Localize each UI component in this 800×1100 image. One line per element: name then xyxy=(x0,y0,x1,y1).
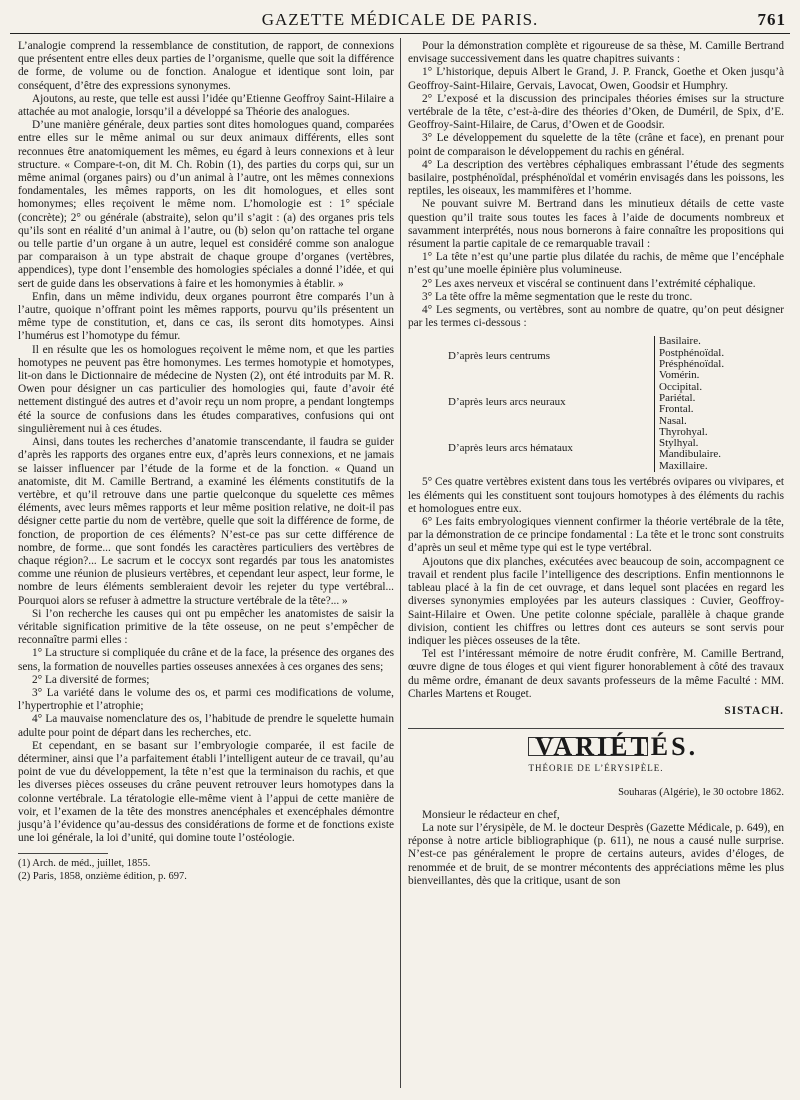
vertebra-name: Vomérin. xyxy=(659,369,700,382)
paragraph: Si l’on recherche les causes qui ont pu empêcher les anatomistes de saisir la véritable signification primitive de la tête osseuse, on ne peut s’empêcher de reconnaître parmi elles : xyxy=(18,607,394,647)
table-group-label: D’après leurs arcs hémataux xyxy=(448,442,573,455)
list-item: 1° La tête n’est qu’une partie plus dilatée du rachis, de même que l’encéphale n’est qu’une moelle épinière plus volumineuse. xyxy=(408,251,784,277)
dateline: Souharas (Algérie), le 30 octobre 1862. xyxy=(618,786,784,798)
journal-title: GAZETTE MÉDICALE DE PARIS. xyxy=(261,10,539,29)
vertebra-name: Postphénoïdal. xyxy=(659,346,725,359)
paragraph: La note sur l’érysipèle, de M. le docteur Desprès (Gazette Médicale, p. 649), en réponse à notre article bibliographique (p. 611), ne nous a causé nulle surprise. N’est-ce pas généralement le propre de certains auteurs, avides d’éloges, de renommée et de bruit, de se montrer mécontents des appréciations même les plus bienveillantes, dès que la critique, usant de son xyxy=(408,821,784,887)
vertebra-name: Présphénoïdal. xyxy=(659,358,725,371)
list-item: 1° L’historique, depuis Albert le Grand, J. P. Franck, Goethe et Oken jusqu’à Geoffroy-Saint-Hilaire, Gervais, Lavocat, Owen, Goodsir et Humphry. xyxy=(408,66,784,92)
vertebra-name: Maxillaire. xyxy=(659,459,708,472)
vertebra-name: Nasal. xyxy=(659,414,687,427)
list-item: 3° La tête offre la même segmentation que le reste du tronc. xyxy=(422,290,693,303)
list-item: 4° La description des vertèbres céphaliques embrassant l’étude des segments basilaire, postphénoïdal, présphénoïdal et vomérin envisagés dans les poissons, les reptiles, les oiseaux, les mammifères et l’homme. xyxy=(408,158,784,198)
paragraph: Et cependant, en se basant sur l’embryologie comparée, il est facile de déterminer, ainsi que l’a parfaitement établi l’intelligent auteur de ce travail, qu’au point de vue du développement, la tête n’est que la terminaison du rachis, et que les diverses pièces osseuses du crâne peuvent retrouver leurs homotypes dans la colonne vertébrale. La tératologie elle-même vient à l’appui de cette manière de voir, et l’examen de la tête des monstres anencéphales et exencéphales démontre jusqu’à l’évidence qu’au-dessus des considérations de forme et de fonctions existe une loi générale, la loi d’unité, qui domine toute l’ostéologie. xyxy=(18,739,394,845)
footnote: (1) Arch. de méd., juillet, 1855. xyxy=(18,858,151,870)
list-item: 2° La diversité de formes; xyxy=(32,673,150,686)
table-group-label: D’après leurs centrums xyxy=(448,350,551,363)
column-divider xyxy=(400,38,401,1088)
paragraph: Ajoutons, au reste, que telle est aussi l’idée qu’Etienne Geoffroy Saint-Hilaire a attachée au mot analogie, lorsqu’il a développé sa Théorie des analogues. xyxy=(18,92,394,119)
list-item: 1° La structure si compliquée du crâne et de la face, la présence des organes des sens, la formation de nouvelles parties osseuses annexées à ces organes des sens; xyxy=(18,647,394,673)
table-group-label: D’après leurs arcs neuraux xyxy=(448,396,566,409)
paragraph: Ajoutons que dix planches, exécutées avec beaucoup de soin, accompagnent ce travail et rendent plus facile l’intelligence des descriptions. Enfin mentionnons le tableau placé à la fin de cet ouvrage, et dans lequel sont placées en regard les diverses synonymies employées par les auteurs classiques : Cuvier, Geoffroy-Saint-Hilaire et Owen. Une petite colonne spéciale, parallèle à chaque grande division, contient les chiffres ou lettres dont ces auteurs se sont servis pour indiquer les pièces osseuses de la tête. xyxy=(408,555,784,647)
list-item: 3° Le développement du squelette de la tête (crâne et face), en prenant pour point de comparaison le développement du rachis en général. xyxy=(408,132,784,158)
paragraph: Ne pouvant suivre M. Bertrand dans les minutieux détails de cette vaste question qu’il traite sous toutes les faces à l’aide de documents nombreux et savamment interprétés, nous nous bornerons à faire connaître les propositions qui résument la partie capitale de ce remarquable travail : xyxy=(408,198,784,251)
list-item: 4° Les segments, ou vertèbres, sont au nombre de quatre, qu’on peut désigner par les termes ci-dessous : xyxy=(408,304,784,330)
vertebra-name: Thyrohyal. xyxy=(659,425,708,438)
vertebra-name: Basilaire. xyxy=(659,335,701,348)
footnote-rule xyxy=(18,853,108,854)
vertebra-name: Stylhyal. xyxy=(659,437,699,450)
list-item: 2° Les axes nerveux et viscéral se continuent dans l’extrémité céphalique. xyxy=(422,277,756,290)
paragraph: Tel est l’intéressant mémoire de notre érudit confrère, M. Camille Bertrand, œuvre digne de tous éloges et qui vient figurer honorablement à côté des travaux du même ordre, émanant de deux savants professeurs de la même Faculté : MM. Charles Martens et Rouget. xyxy=(408,648,784,700)
paragraph: L’analogie comprend la ressemblance de constitution, de rapport, de connexions que présentent entre elles deux parties de l’organisme, quelle que soit la différence de forme, de volume ou de fonction. Analogue et identique sont loin, par conséquent, d’être des expressions synonymes. xyxy=(18,40,394,92)
list-item: 5° Ces quatre vertèbres existent dans tous les vertébrés ovipares ou vivipares, et les éléments qui les constituent sont toujours homotypes à des éléments du rachis et homologues entre eux. xyxy=(408,476,784,515)
header-rule xyxy=(10,33,790,34)
left-column xyxy=(18,40,394,883)
list-item: 3° La variété dans le volume des os, et parmi ces modifications de volume, l’hypertrophie et l’atrophie; xyxy=(18,686,394,713)
vertebra-name: Occipital. xyxy=(659,380,703,393)
article-title: THÉORIE DE L’ÉRYSIPÈLE. xyxy=(528,763,664,774)
paragraph: Pour la démonstration complète et rigoureuse de sa thèse, M. Camille Bertrand envisage successivement dans les quatre chapitres suivants : xyxy=(408,40,784,66)
salutation: Monsieur le rédacteur en chef, xyxy=(422,808,560,821)
page-header xyxy=(0,8,800,32)
vertebra-name: Frontal. xyxy=(659,403,694,416)
list-item: 2° L’exposé et la discussion des principales théories émises sur la structure vertébrale de la tête, c’est-à-dire des théories d’Oken, de Duméril, de Spix, d’E. Geoffroy-Saint-Hilaire, de Carus, d’Owen et de Goodsir. xyxy=(408,92,784,132)
section-heading: VARIÉTÉS. xyxy=(528,737,648,756)
section-rule xyxy=(408,728,784,729)
paragraph: D’une manière générale, deux parties sont dites homologues quand, comparées entre elles sur le même animal ou sur deux animaux différents, elles sont reconnues être anatomiquement les mêmes, eu égard à leurs connexions et à leur structure. « Compare-t-on, dit M. Ch. Robin (1), des parties du corps qui, sur un même animal (organes pairs) ou d’un animal à l’autre, ont les mêmes connexions fondamentales, les mêmes rapports, on les dit homologues, et elles sont homonymes; elles reçoivent le même nom. L’homologie est : 1° spéciale (concrète); 2° ou générale (abstraite), selon qu’il s’agit : (a) des organes pris tels qu’ils sont en réalité d’un animal à l’autre, ou (b) selon qu’on rattache tel organe ou telle partie d’un organe à un autre, lequel est considéré comme son analogue par comparaison à un type abstrait de chaque groupe d’organes (vertèbres, appendices), type dont l’ensemble des homologies spéciales a donné l’idée, et qui sert de guide dans les observations à faire et les homonymies à établir. » xyxy=(18,119,394,290)
author-signature: SISTACH. xyxy=(724,704,784,717)
paragraph: Ainsi, dans toutes les recherches d’anatomie transcendante, il faudra se guider d’après les rapports des organes entre eux, d’après leurs connexions, et ne jamais se laisser influencer par l’étude de la forme et de la fonction. « Quand un anatomiste, dit M. Camille Bertrand, a examiné les éléments constitutifs de la vertèbre, et qu’il retrouve dans une partie quelconque du squelette ces mêmes éléments, avec leurs mêmes rapports et leur même position relative, ne doit-il pas désigner cette partie du nom de vertèbre, quelle que soit la différence de forme, de fonction, de proportion de ces éléments? N’est-ce pas sur cette différence de nombre, de forme... que sont fondés les caractères particuliers des vertèbres de chaque région?... Le sacrum et le coccyx sont regardés par tous les anatomistes comme une réunion de plusieurs vertèbres, et cependant leur aspect, leur forme, le nombre de leurs éléments sembleraient devoir les rejeter du type vertébral... Pourquoi alors se refuser à admettre la structure vertébrale de la tête?... » xyxy=(18,436,394,607)
vertebra-name: Pariétal. xyxy=(659,391,696,404)
footnote: (2) Paris, 1858, onzième édition, p. 697. xyxy=(18,870,187,882)
vertebra-name-list xyxy=(654,336,724,472)
vertebra-table xyxy=(408,336,784,470)
page-number: 761 xyxy=(757,10,786,29)
list-item: 6° Les faits embryologiques viennent confirmer la théorie vertébrale de la tête, par la démonstration de ce principe fondamental : La tête et le tronc sont construits d’après un seul et même type qui est le type vertébral. xyxy=(408,516,784,555)
paragraph: Il en résulte que les os homologues reçoivent le même nom, et que les parties homotypes ne peuvent pas être homonymes. Les termes homotypie et homotypes, lit-on dans le Dictionnaire de médecine de Nysten (2), ont été introduits par M. R. Owen pour désigner un cas particulier des homologies qui, faute d’avoir été nettement distingué des autres et d’avoir reçu un nom propre, a pendant longtemps été la source de confusions dans les études comparatives, confusions qui ont singulièrement nui à ces études. xyxy=(18,343,394,435)
paragraph: Enfin, dans un même individu, deux organes pourront être comparés l’un à l’autre, quoique n’offrant point les mêmes rapports, pourvu qu’ils présentent un même type de constitution, et, dans ce cas, ils seront dits homotypes. Ainsi l’humérus est l’homotype du fémur. xyxy=(18,290,394,343)
vertebra-name: Mandibulaire. xyxy=(659,448,722,461)
list-item: 4° La mauvaise nomenclature des os, l’habitude de prendre le squelette humain adulte pour point de départ dans les recherches, etc. xyxy=(18,713,394,739)
right-column xyxy=(408,40,784,888)
